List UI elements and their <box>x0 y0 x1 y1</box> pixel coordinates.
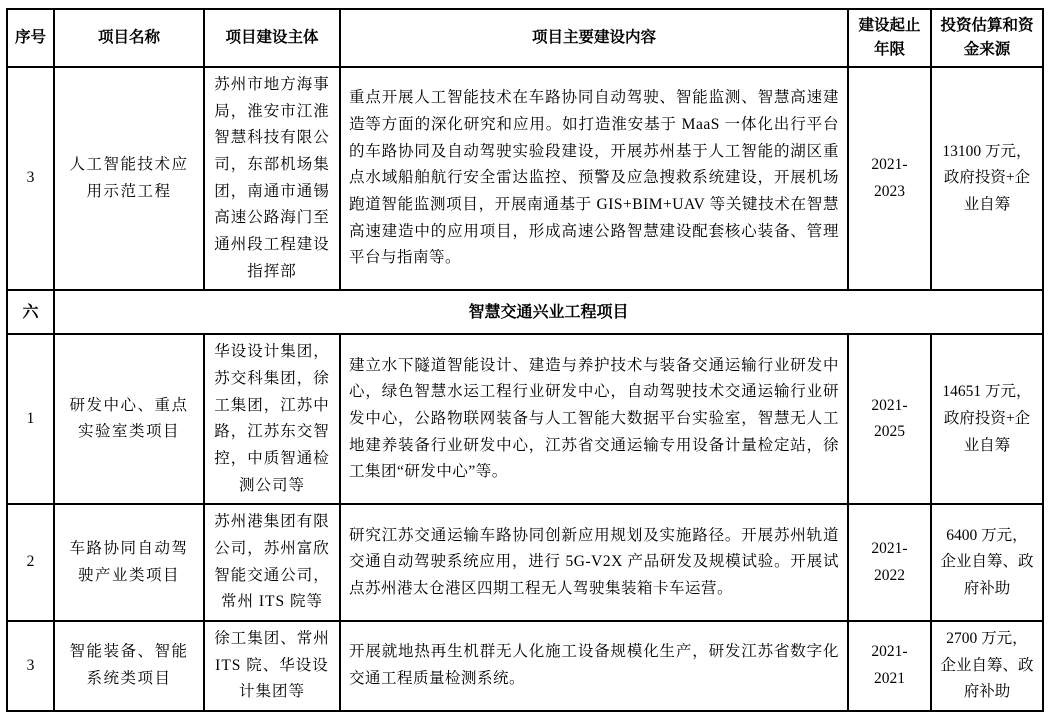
header-content: 项目主要建设内容 <box>340 9 848 67</box>
cell-seq: 3 <box>7 67 54 290</box>
cell-project-name: 研发中心、重点实验室类项目 <box>54 334 204 504</box>
cell-content: 重点开展人工智能技术在车路协同自动驾驶、智能监测、智慧高速建造等方面的深化研究和应用。如打造淮安基于 MaaS 一体化出行平台的车路协同及自动驾驶实验段建设，开展苏州基于人工智能的湖区重点水域船舶航行安全雷达监控、预警及应急搜救系统建设，开展机场跑道智能监测项目，开展南通基于 GIS+BIM+UAV 等关键技术在智慧高速建造中的应用项目，形成高速公路智慧建设配套核心装备、管理平台与指南等。 <box>340 67 848 290</box>
cell-content: 研究江苏交通运输车路协同创新应用规划及实施路径。开展苏州轨道交通自动驾驶系统应用，进行 5G-V2X 产品研发及规模试验。开展试点苏州港太仓港区四期工程无人驾驶集装箱卡车运营。 <box>340 504 848 621</box>
header-builder: 项目建设主体 <box>204 9 340 67</box>
section-seq: 六 <box>7 290 54 334</box>
cell-seq: 3 <box>7 621 54 711</box>
cell-investment: 13100 万元，政府投资+企业自筹 <box>931 67 1043 290</box>
cell-builder: 华设设计集团，苏交科集团，徐工集团，江苏中路，江苏东交智控，中质智通检测公司等 <box>204 334 340 504</box>
header-investment: 投资估算和资金来源 <box>931 9 1043 67</box>
cell-builder: 苏州市地方海事局，淮安市江淮智慧科技有限公司，东部机场集团，南通市通锡高速公路海门至通州段工程建设指挥部 <box>204 67 340 290</box>
cell-years: 2021-2023 <box>848 67 931 290</box>
table-row <box>7 67 1043 290</box>
table-header-row <box>7 9 1043 67</box>
cell-years: 2021-2025 <box>848 334 931 504</box>
table-row <box>7 334 1043 504</box>
section-title: 智慧交通兴业工程项目 <box>54 290 1043 334</box>
table-row <box>7 504 1043 621</box>
cell-content: 建立水下隧道智能设计、建造与养护技术与装备交通运输行业研发中心，绿色智慧水运工程行业研发中心，自动驾驶技术交通运输行业研发中心，公路物联网装备与人工智能大数据平台实验室，智慧无人工地建养装备行业研发中心，江苏省交通运输专用设备计量检定站，徐工集团“研发中心”等。 <box>340 334 848 504</box>
cell-investment: 2700 万元，企业自筹、政府补助 <box>931 621 1043 711</box>
cell-investment: 6400 万元，企业自筹、政府补助 <box>931 504 1043 621</box>
cell-builder: 苏州港集团有限公司，苏州富欣智能交通公司，常州 ITS 院等 <box>204 504 340 621</box>
section-header-row <box>7 290 1043 334</box>
cell-years: 2021-2021 <box>848 621 931 711</box>
cell-seq: 1 <box>7 334 54 504</box>
cell-project-name: 智能装备、智能系统类项目 <box>54 621 204 711</box>
cell-builder: 徐工集团、常州 ITS 院、华设设计集团等 <box>204 621 340 711</box>
header-seq: 序号 <box>7 9 54 67</box>
cell-seq: 2 <box>7 504 54 621</box>
header-project-name: 项目名称 <box>54 9 204 67</box>
cell-investment: 14651 万元，政府投资+企业自筹 <box>931 334 1043 504</box>
header-years: 建设起止年限 <box>848 9 931 67</box>
projects-table <box>6 8 1044 712</box>
cell-content: 开展就地热再生机群无人化施工设备规模化生产，研发江苏省数字化交通工程质量检测系统。 <box>340 621 848 711</box>
cell-years: 2021-2022 <box>848 504 931 621</box>
cell-project-name: 人工智能技术应用示范工程 <box>54 67 204 290</box>
cell-project-name: 车路协同自动驾驶产业类项目 <box>54 504 204 621</box>
table-row <box>7 621 1043 711</box>
